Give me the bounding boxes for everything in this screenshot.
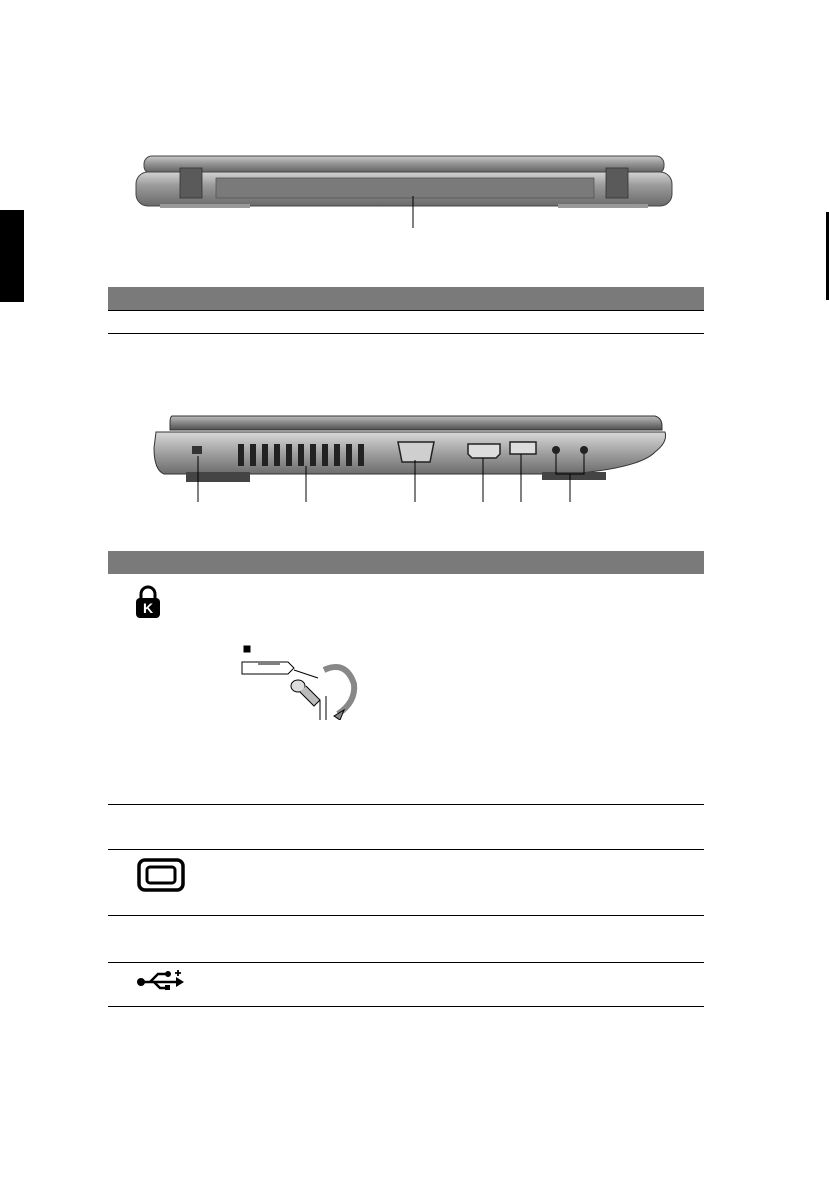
kensington-lock-icon bbox=[135, 585, 161, 619]
left-table-row-divider bbox=[108, 915, 704, 916]
chapter-side-tab bbox=[0, 210, 24, 302]
left-table-row-divider bbox=[108, 804, 704, 805]
svg-text:K: K bbox=[142, 600, 154, 616]
external-display-icon bbox=[137, 858, 185, 892]
rear-table-header bbox=[108, 287, 704, 310]
rear-table-row-divider bbox=[108, 310, 704, 311]
left-table-header bbox=[108, 551, 704, 574]
rear-table-bottom-rule bbox=[108, 333, 704, 334]
lock-cable-illustration bbox=[228, 640, 368, 720]
laptop-left-view-figure bbox=[150, 408, 680, 506]
left-table-row-divider bbox=[108, 849, 704, 850]
left-table-row-divider bbox=[108, 962, 704, 963]
usb-icon bbox=[136, 969, 186, 991]
laptop-rear-view-figure bbox=[130, 148, 690, 243]
left-table-bottom-rule bbox=[108, 1006, 704, 1007]
